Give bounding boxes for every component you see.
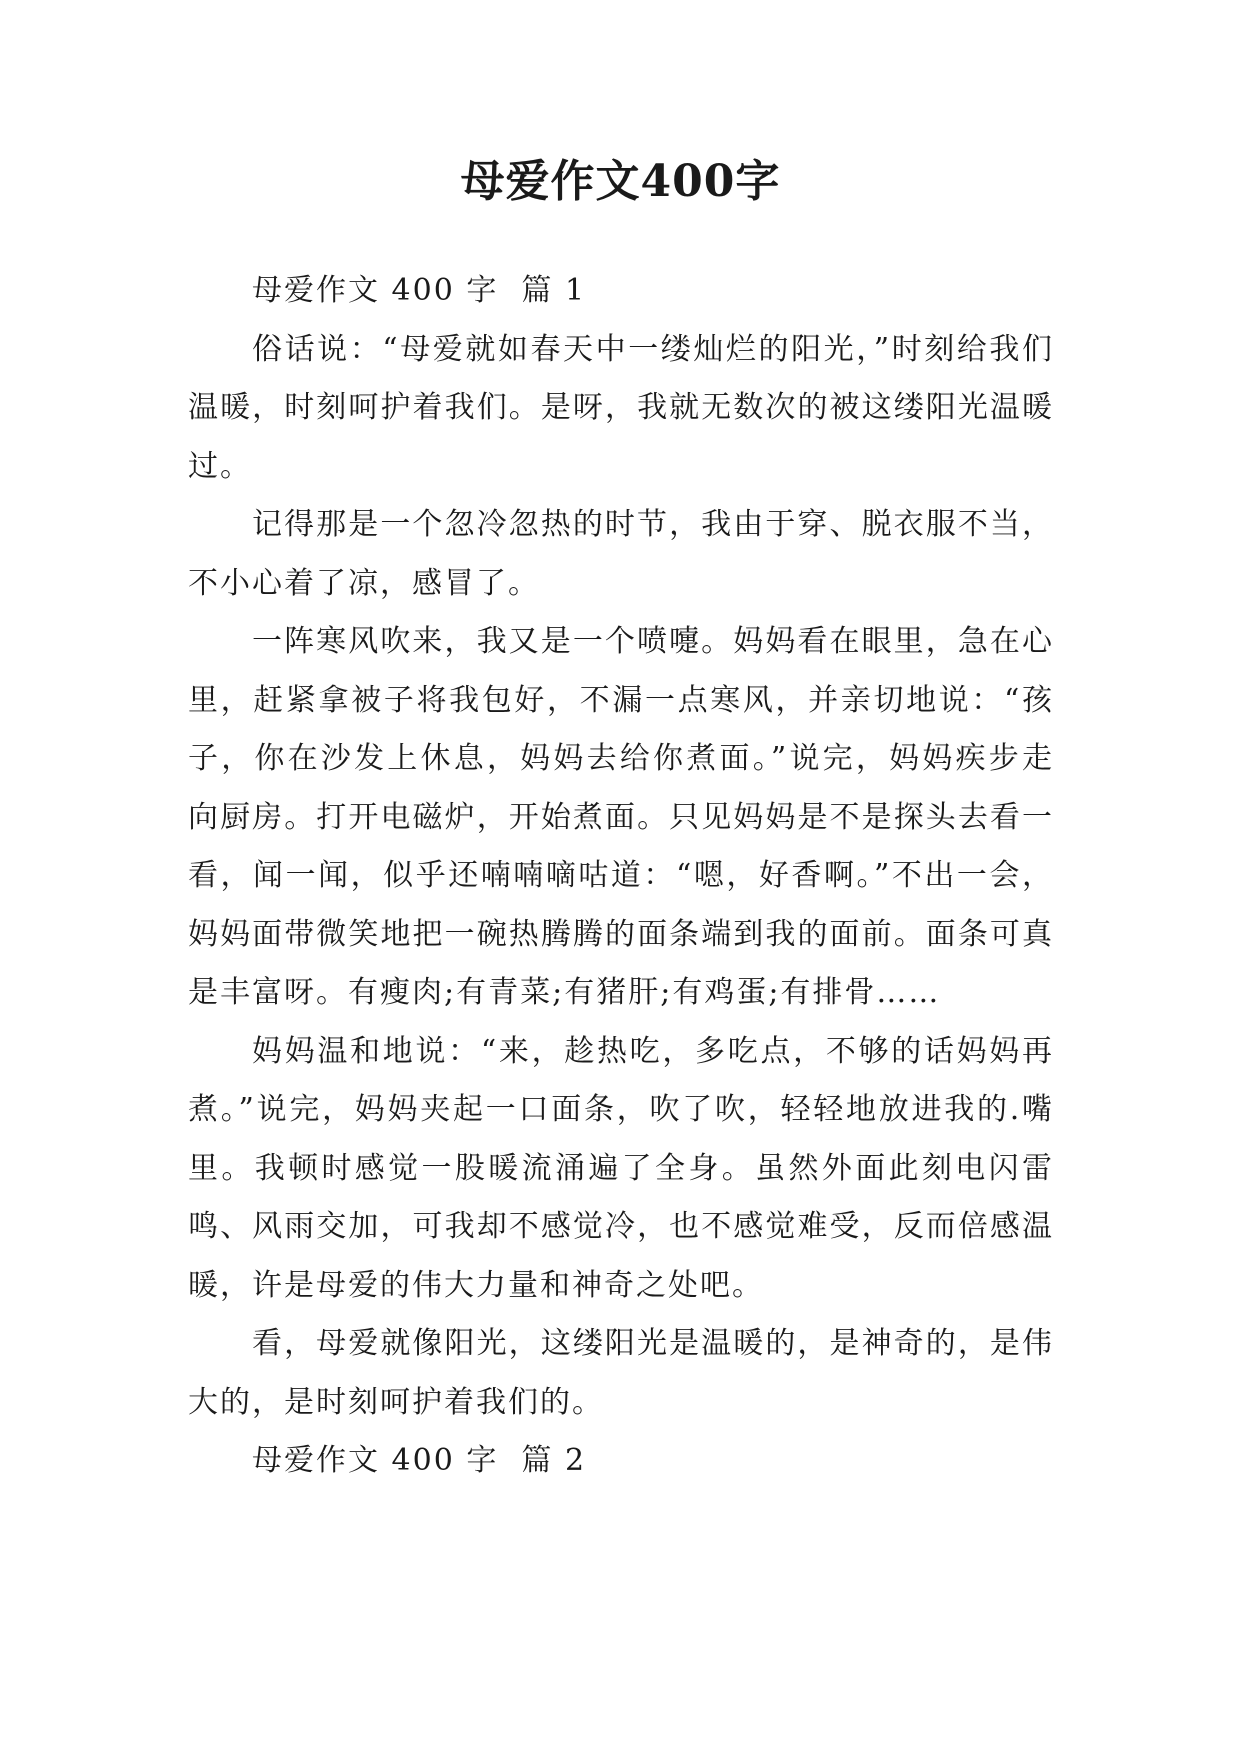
paragraph: 一阵寒风吹来，我又是一个喷嚏。妈妈看在眼里，急在心里，赶紧拿被子将我包好，不漏一点寒风，并亲切地说：“孩子，你在沙发上休息，妈妈去给你煮面。”说完，妈妈疾步走向厨房。打开电磁炉，开始煮面。只见妈妈是不是探头去看一看，闻一闻，似乎还喃喃嘀咕道：“嗯，好香啊。”不出一会，妈妈面带微笑地把一碗热腾腾的面条端到我的面前。面条可真是丰富呀。有瘦肉;有青菜;有猪肝;有鸡蛋;有排骨…… — [188, 624, 1054, 1010]
document-title: 母爱作文400字 — [460, 156, 781, 207]
paragraph: 妈妈温和地说：“来，趁热吃，多吃点，不够的话妈妈再煮。”说完，妈妈夹起一口面条，吹了吹，轻轻地放进我的.嘴里。我顿时感觉一股暖流涌遍了全身。虽然外面此刻电闪雷鸣、风雨交加，可我却不感觉冷，也不感觉难受，反而倍感温暖，许是母爱的伟大力量和神奇之处吧。 — [188, 1033, 1054, 1303]
document-body — [188, 262, 1054, 1491]
section-heading: 母爱作文 400 字 篇 1 — [252, 273, 587, 308]
paragraph: 俗话说：“母爱就如春天中一缕灿烂的阳光，”时刻给我们温暖，时刻呵护着我们。是呀，我就无数次的被这缕阳光温暖过。 — [188, 331, 1054, 484]
paragraph: 看，母爱就像阳光，这缕阳光是温暖的，是神奇的，是伟大的，是时刻呵护着我们的。 — [188, 1326, 1054, 1420]
paragraph: 记得那是一个忽冷忽热的时节，我由于穿、脱衣服不当，不小心着了凉，感冒了。 — [188, 507, 1054, 601]
section-heading: 母爱作文 400 字 篇 2 — [252, 1443, 587, 1478]
